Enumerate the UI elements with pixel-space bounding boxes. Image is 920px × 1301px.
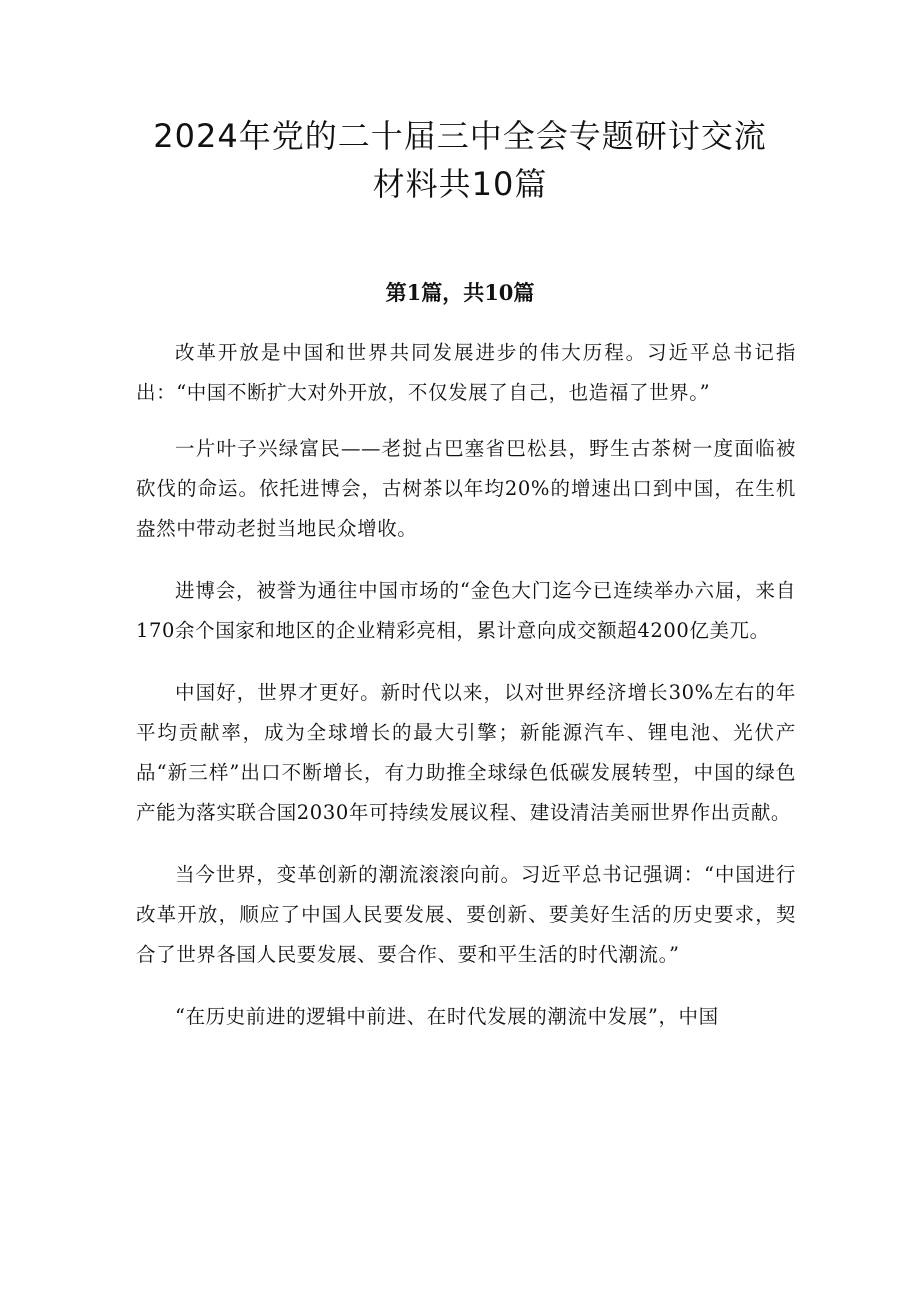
document-title-line-1: 2024年党的二十届三中全会专题研讨交流 <box>153 117 767 155</box>
paragraph-2: 一片叶子兴绿富民——老挝占巴塞省巴松县，野生古茶树一度面临被砍伐的命运。依托进博会，古树茶以年均20%的增速出口到中国，在生机盎然中带动老挝当地民众增收。 <box>136 437 796 540</box>
paragraph-1: 改革开放是中国和世界共同发展进步的伟大历程。习近平总书记指出：“中国不断扩大对外开放，不仅发展了自己，也造福了世界。” <box>136 341 796 404</box>
document-body <box>136 333 796 1059</box>
document-title <box>120 112 800 208</box>
paragraph-5: 当今世界，变革创新的潮流滚滚向前。习近平总书记强调：“中国进行改革开放，顺应了中国人民要发展、要创新、要美好生活的历史要求，契合了世界各国人民要发展、要合作、要和平生活的时代潮流。” <box>136 863 796 966</box>
paragraph-4: 中国好，世界才更好。新时代以来，以对世界经济增长30%左右的年平均贡献率，成为全球增长的最大引擎；新能源汽车、锂电池、光伏产品“新三样”出口不断增长，有力助推全球绿色低碳发展转型，中国的绿色产能为落实联合国2030年可持续发展议程、建设清洁美丽世界作出贡献。 <box>136 681 796 824</box>
document-title-line-2: 材料共10篇 <box>372 165 548 203</box>
section-heading: 第1篇，共10篇 <box>385 280 535 305</box>
paragraph-3: 进博会，被誉为通往中国市场的“金色大门迄今已连续举办六届，来自170余个国家和地区的企业精彩亮相，累计意向成交额超4200亿美兀。 <box>136 579 796 642</box>
paragraph-6: “在历史前进的逻辑中前进、在时代发展的潮流中发展”，中国 <box>175 1005 719 1028</box>
